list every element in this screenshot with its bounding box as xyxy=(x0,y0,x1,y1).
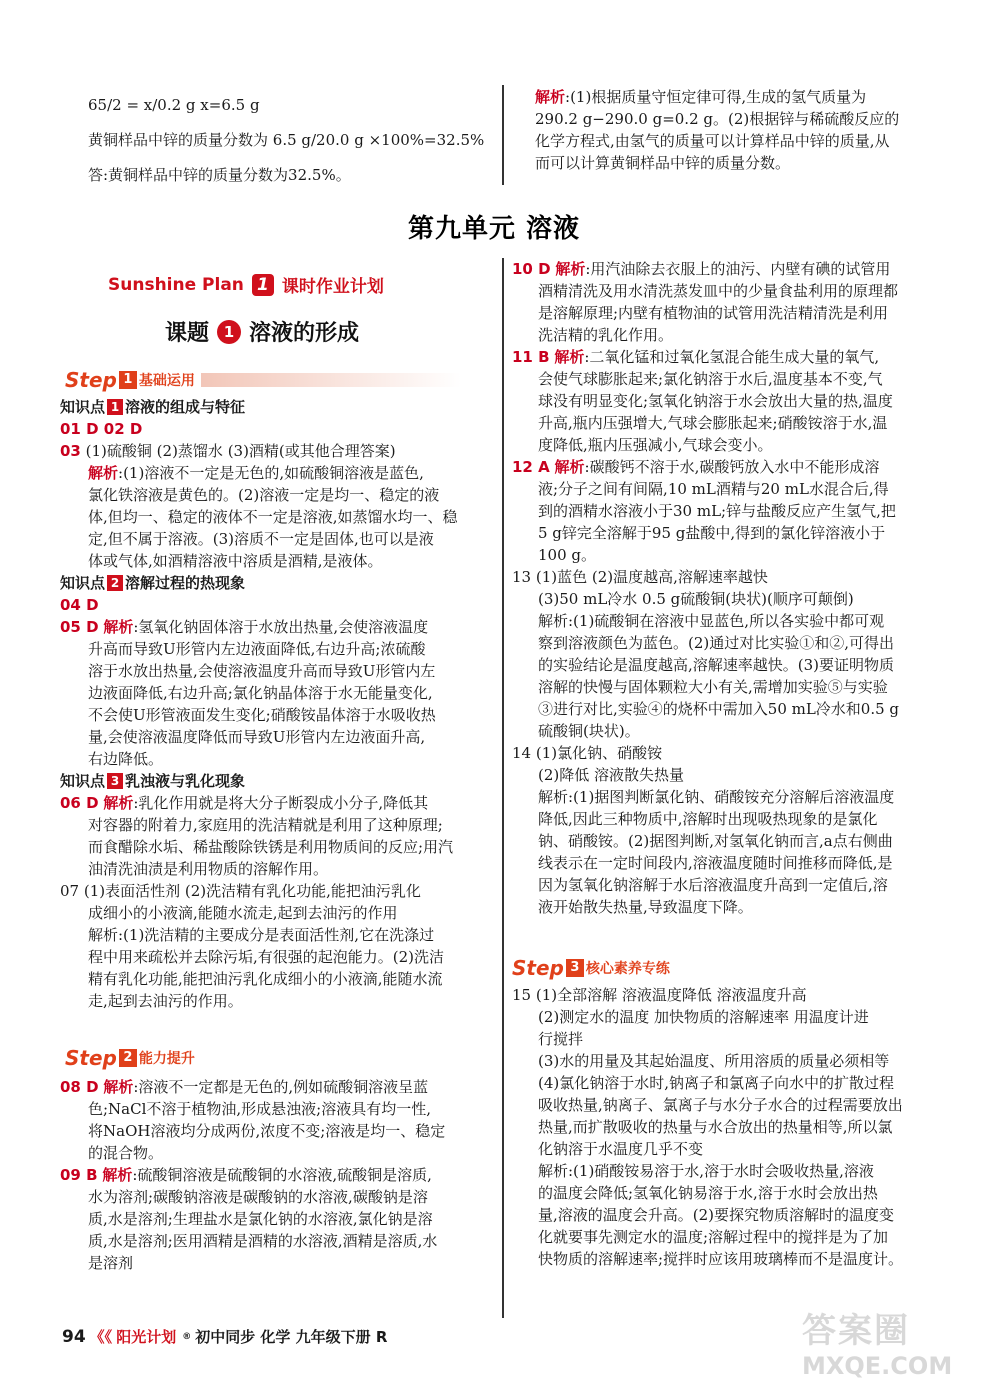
top-left-block xyxy=(88,90,498,190)
text-line: 体或气体,如酒精溶液中溶质是酒精,是液体。 xyxy=(88,552,383,570)
text-line: 升高而导致U形管内左边液面降低,右边升高;浓硫酸 xyxy=(88,640,426,658)
explanation-block xyxy=(512,764,952,918)
step-number: 2 xyxy=(119,1049,137,1067)
text-line: 5 g锌完全溶解于95 g盐酸中,得到的氯化锌溶液小于 xyxy=(538,524,886,542)
step-label: 基础运用 xyxy=(138,373,195,389)
watermark-text: 答案圈 xyxy=(802,1311,910,1351)
text-line: 质,水是溶剂;医用酒精是酒精的水溶液,酒精是溶质,水 xyxy=(88,1232,438,1250)
text-line: 的混合物。 xyxy=(88,1144,164,1162)
text-line: 解析:(1)据图判断氯化钠、硝酸铵充分溶解后溶液温度 xyxy=(538,788,895,806)
text-line: 右边降低。 xyxy=(88,750,164,768)
text-line: 硫酸铜(块状)。 xyxy=(538,722,640,740)
explanation-block xyxy=(60,1186,500,1274)
explanation-block xyxy=(60,1098,500,1164)
page-number: 94 xyxy=(62,1326,86,1347)
text-line: 量,溶液的温度会升高。(2)要探究物质溶解时的温度变 xyxy=(538,1206,895,1224)
plan-number-badge: 1 xyxy=(252,274,274,296)
text-line: 体,但均一、稳定的液体不一定是溶液,如蒸馏水均一、稳 xyxy=(88,508,458,526)
question-number: 06 D xyxy=(60,794,99,812)
knowledge-point-number: 3 xyxy=(107,773,123,789)
explanation-block xyxy=(512,368,952,456)
watermark-url: MXQE.COM xyxy=(802,1352,953,1380)
step-word: Step xyxy=(65,368,117,392)
text-line: 量,会使溶液温度降低而导致U形管内左边液面升高, xyxy=(88,728,426,746)
text-line: 的温度会降低;氢氧化钠易溶于水,溶于水时会放出热 xyxy=(538,1184,878,1202)
sunshine-plan-label: Sunshine Plan xyxy=(108,274,244,295)
topic-label: 课题 xyxy=(165,321,210,346)
text-line: :二氧化锰和过氧化氢混合能生成大量的氧气, xyxy=(584,348,880,366)
jiexi-label: 解析 xyxy=(102,1166,133,1184)
question-number: 09 B xyxy=(60,1166,98,1184)
text-line: 行搅拌 xyxy=(538,1030,584,1048)
text-line: 15 (1)全部溶解 溶液温度降低 溶液温度升高 xyxy=(512,986,807,1004)
topic-title xyxy=(165,316,359,347)
topic-number-badge: 1 xyxy=(217,320,241,344)
knowledge-point-header: 知识点 3 乳浊液与乳化现象 xyxy=(60,772,246,790)
answer-line: 04 D xyxy=(60,596,99,614)
step-number: 3 xyxy=(566,959,584,977)
jiexi-label: 解析 xyxy=(554,348,585,366)
step-word: Step xyxy=(65,1046,117,1070)
watermark-logo xyxy=(802,1303,992,1380)
right-column-lower xyxy=(512,984,952,1270)
text-line: 化就要事先测定水的温度;溶解过程中的搅拌是为了加 xyxy=(538,1228,889,1246)
brand-name: 阳光计划 xyxy=(116,1328,177,1346)
text-line: 球没有明显变化;氢氧化钠溶于水会放出大量的热,温度 xyxy=(538,392,893,410)
knowledge-point-header: 知识点 2 溶解过程的热现象 xyxy=(60,574,246,592)
text-line: (4)氯化钠溶于水时,钠离子和氯离子向水中的扩散过程 xyxy=(538,1074,895,1092)
question-number: 08 D xyxy=(60,1078,99,1096)
knowledge-point-number: 2 xyxy=(107,575,123,591)
text-line: 溶解的快慢与固体颗粒大小有关,需增加实验⑤与实验 xyxy=(538,678,888,696)
text-line: 是溶剂 xyxy=(88,1254,134,1272)
text-line: ③进行对比,实验④的烧杯中需加入50 mL冷水和0.5 g xyxy=(538,700,900,718)
step-banner-fade xyxy=(201,373,461,387)
left-column-lower xyxy=(60,1076,500,1274)
jiexi-label: 解析 xyxy=(103,1078,134,1096)
text-line: 洗洁精的乳化作用。 xyxy=(538,326,674,344)
explanation-block xyxy=(512,588,952,742)
explanation-block xyxy=(512,478,952,566)
text-line: 的实验结论是温度越高,溶解速率越快。(3)要证明物质 xyxy=(538,656,895,674)
text-line: 而可以计算黄铜样品中锌的质量分数。 xyxy=(535,154,791,172)
text-line: :(1)根据质量守恒定律可得,生成的氢气质量为 xyxy=(565,88,867,106)
text-line: 质,水是溶剂;生理盐水是氯化钠的水溶液,氯化钠是溶 xyxy=(88,1210,433,1228)
text-line: 14 (1)氯化钠、硝酸铵 xyxy=(512,744,663,762)
text-line: 化钠溶于水温度几乎不变 xyxy=(538,1140,704,1158)
text-line: 溶于水放出热量,会使溶液温度升高而导致U形管内左 xyxy=(88,662,436,680)
text-line: 对容器的附着力,家庭用的洗洁精就是利用了这种原理; xyxy=(88,816,443,834)
question-number: 12 A xyxy=(512,458,550,476)
text-line: (2)降低 溶液散失热量 xyxy=(538,766,685,784)
topic-name: 溶液的形成 xyxy=(249,321,360,346)
text-line: 钠、硝酸铵。(2)据图判断,对氢氧化钠而言,a点右侧曲 xyxy=(538,832,893,850)
text-line: 走,起到去油污的作用。 xyxy=(88,992,243,1010)
column-divider xyxy=(502,258,504,1318)
text-line: 程中用来疏松并去除污垢,有很强的起泡能力。(2)洗洁 xyxy=(88,948,445,966)
text-line: (2)测定水的温度 加快物质的溶解速率 用温度计进 xyxy=(538,1008,869,1026)
double-arrow-icon: 《《 xyxy=(89,1328,113,1346)
jiexi-label: 解析 xyxy=(103,794,134,812)
page-footer xyxy=(62,1326,387,1347)
text-line: 到的酒精水溶液小于30 mL;锌与盐酸反应产生氢气,把 xyxy=(538,502,896,520)
text-line: 精有乳化功能,能把油污乳化成细小的小液滴,能随水流 xyxy=(88,970,443,988)
text-line: 因为氢氧化钠溶解于水后溶液温度升高到一定值后,溶 xyxy=(538,876,888,894)
text-line: 色;NaCl不溶于植物油,形成悬浊液;溶液具有均一性, xyxy=(88,1100,431,1118)
text-line: :乳化作用就是将大分子断裂成小分子,降低其 xyxy=(133,794,429,812)
explanation-block xyxy=(60,902,500,1012)
text-line: 而食醋除水垢、稀盐酸除铁锈是利用物质间的反应;用汽 xyxy=(88,838,454,856)
text-line: (3)水的用量及其起始温度、所用溶质的质量必须相等 xyxy=(538,1052,890,1070)
step-label: 核心素养专练 xyxy=(585,961,670,977)
text-line: 是溶解原理;内壁有植物油的试管用洗洁精清洗是利用 xyxy=(538,304,889,322)
book-title: 初中同步 化学 九年级下册 R xyxy=(195,1328,388,1346)
top-right-block xyxy=(535,86,955,174)
text-line: 13 (1)蓝色 (2)温度越高,溶解速率越快 xyxy=(512,568,768,586)
text-line: 解析:(1)硝酸铵易溶于水,溶于水时会吸收热量,溶液 xyxy=(538,1162,874,1180)
text-line: 快物质的溶解速率;搅拌时应该用玻璃棒而不是温度计。 xyxy=(538,1250,904,1268)
text-line: 解析:(1)硫酸铜在溶液中显蓝色,所以各实验中都可观 xyxy=(538,612,885,630)
text-line: 化学方程式,由氢气的质量可以计算样品中锌的质量,从 xyxy=(535,132,890,150)
explanation-block xyxy=(60,814,500,880)
text-line: 察到溶液颜色为蓝色。(2)通过对比实验①和②,可得出 xyxy=(538,634,895,652)
text-line: :用汽油除去衣服上的油污、内壁有碘的试管用 xyxy=(585,260,891,278)
question-number: 03 xyxy=(60,442,81,460)
text-line: 会使气球膨胀起来;氯化钠溶于水后,温度基本不变,气 xyxy=(538,370,883,388)
question-number: 05 D xyxy=(60,618,99,636)
jiexi-label: 解析 xyxy=(103,618,134,636)
text-line: :溶液不一定都是无色的,例如硫酸铜溶液呈蓝 xyxy=(133,1078,429,1096)
text-line: :硫酸铜溶液是硫酸铜的水溶液,硫酸铜是溶质, xyxy=(132,1166,432,1184)
knowledge-point-header: 知识点 1 溶液的组成与特征 xyxy=(60,398,246,416)
text-line: 290.2 g−290.0 g=0.2 g。(2)根据锌与稀硫酸反应的 xyxy=(535,110,900,128)
text-line: 降低,因此三种物质中,溶解时出现吸热现象的是氯化 xyxy=(538,810,878,828)
answer-line: 01 D 02 D xyxy=(60,420,143,438)
text-line: 吸收热量,钠离子、氯离子与水分子水合的过程需要放出 xyxy=(538,1096,903,1114)
plan-subtitle: 课时作业计划 xyxy=(281,277,384,297)
step-word: Step xyxy=(512,956,564,980)
text-line: 解析:(1)洗洁精的主要成分是表面活性剂,它在洗涤过 xyxy=(88,926,435,944)
text-line: 水为溶剂;碳酸钠溶液是碳酸钠的水溶液,碳酸钠是溶 xyxy=(88,1188,428,1206)
text-line: 度降低,瓶内压强减小,气球会变小。 xyxy=(538,436,773,454)
text-line: 将NaOH溶液均分成两份,浓度不变;溶液是均一、稳定 xyxy=(88,1122,446,1140)
text-line: 定,但不属于溶液。(3)溶质不一定是固体,也可以是液 xyxy=(88,530,434,548)
text-line: 07 (1)表面活性剂 (2)洗洁精有乳化功能,能把油污乳化 xyxy=(60,882,421,900)
jiexi-label: 解析 xyxy=(88,464,119,482)
jiexi-label: 解析 xyxy=(535,88,566,106)
step-header xyxy=(65,1046,195,1070)
text-line: :碳酸钙不溶于水,碳酸钙放入水中不能形成溶 xyxy=(584,458,880,476)
answer-text: (1)硫酸铜 (2)蒸馏水 (3)酒精(或其他合理答案) xyxy=(85,442,396,460)
text-line: :氢氧化钠固体溶于水放出热量,会使溶液温度 xyxy=(133,618,429,636)
text-line: 液;分子之间有间隔,10 mL酒精与20 mL水混合后,得 xyxy=(538,480,889,498)
text-line: 100 g。 xyxy=(538,546,597,564)
step-header xyxy=(512,956,670,980)
registered-mark: ® xyxy=(182,1331,192,1342)
explanation-block xyxy=(512,1006,952,1270)
step-label: 能力提升 xyxy=(138,1051,195,1067)
text-line: :(1)溶液不一定是无色的,如硫酸铜溶液是蓝色, xyxy=(118,464,424,482)
step-header xyxy=(65,368,461,392)
step-number: 1 xyxy=(119,371,137,389)
explanation-block xyxy=(60,462,500,572)
top-left-line: 黄铜样品中锌的质量分数为 6.5 g/20.0 g ×100%=32.5% xyxy=(88,131,485,149)
explanation-block xyxy=(60,638,500,770)
text-line: 氯化铁溶液是黄色的。(2)溶液一定是均一、稳定的液 xyxy=(88,486,440,504)
jiexi-label: 解析 xyxy=(555,260,586,278)
jiexi-label: 解析 xyxy=(554,458,585,476)
sunshine-plan-banner xyxy=(108,272,384,297)
question-number: 10 D xyxy=(512,260,551,278)
text-line: 热量,而扩散吸收的热量与水合放出的热量相等,所以氯 xyxy=(538,1118,893,1136)
knowledge-point-number: 1 xyxy=(107,399,123,415)
text-line: (3)50 mL冷水 0.5 g硫酸铜(块状)(顺序可颠倒) xyxy=(538,590,854,608)
top-left-line: 答:黄铜样品中锌的质量分数为32.5%。 xyxy=(88,166,351,184)
text-line: 线表示在一定时间段内,溶液温度随时间推移而降低,是 xyxy=(538,854,893,872)
left-column xyxy=(60,396,500,1012)
text-line: 不会使U形管液面发生变化;硝酸铵晶体溶于水吸收热 xyxy=(88,706,436,724)
explanation-block xyxy=(512,280,952,346)
right-column xyxy=(512,258,952,918)
text-line: 边液面降低,右边升高;氯化钠晶体溶于水无能量变化, xyxy=(88,684,433,702)
top-left-line: 65/2 = x/0.2 g x=6.5 g xyxy=(88,96,260,114)
text-line: 油清洗油渍是利用物质的溶解作用。 xyxy=(88,860,329,878)
text-line: 液开始散失热量,导致温度下降。 xyxy=(538,898,753,916)
unit-title: 第九单元 溶液 xyxy=(408,214,581,244)
text-line: 升高,瓶内压强增大,气球会膨胀起来;硝酸铵溶于水,温 xyxy=(538,414,888,432)
text-line: 成细小的小液滴,能随水流走,起到去油污的作用 xyxy=(88,904,398,922)
column-divider xyxy=(502,85,504,185)
question-number: 11 B xyxy=(512,348,550,366)
text-line: 酒精清洗及用水清洗蒸发皿中的少量食盐利用的原理都 xyxy=(538,282,899,300)
